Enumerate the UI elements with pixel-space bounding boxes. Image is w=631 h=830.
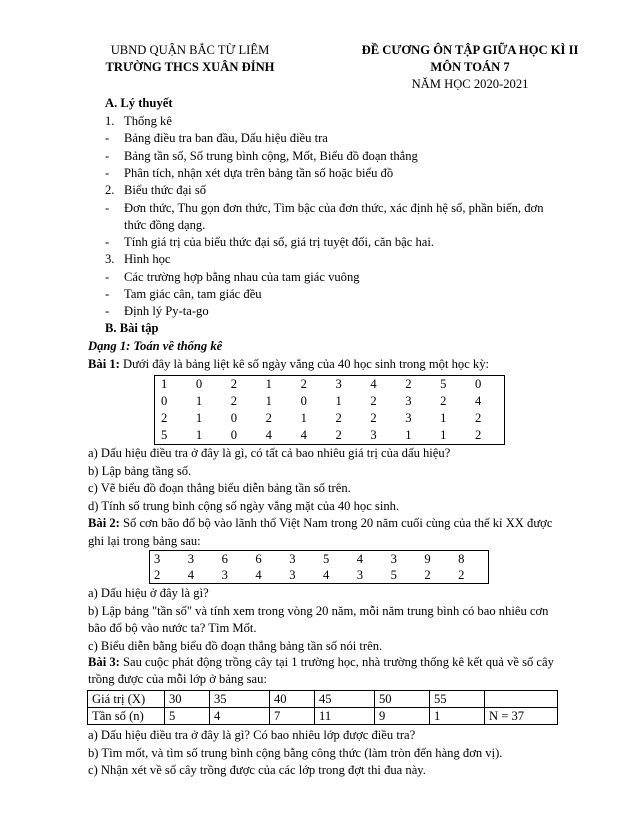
bai1-cell: 1 [195, 428, 203, 443]
table-row [150, 567, 489, 584]
bai2-cell: 3 [356, 567, 364, 582]
bai1-data-table [154, 375, 505, 445]
theory-marker: - [105, 235, 110, 250]
theory-marker: 3. [105, 252, 115, 267]
bai3-cell: 50 [375, 691, 430, 708]
bai1-cell: 0 [475, 377, 482, 392]
bai1-cell: 2 [370, 411, 377, 426]
bai1-cell: 2 [405, 377, 412, 392]
bai1-cell: 2 [335, 428, 342, 443]
bai1-cell: 2 [475, 411, 482, 426]
bai1-cell: 2 [265, 411, 272, 426]
bai1-cell: 1 [195, 394, 203, 409]
section-title: Dạng 1: Toán về thống kê [88, 339, 223, 353]
bai2-cell: 3 [154, 551, 161, 566]
bai1-cell: 1 [405, 428, 412, 443]
bai3-cell: 30 [165, 691, 210, 708]
bai1-cell: 3 [335, 377, 342, 392]
bai3-question: a) Dấu hiệu điều tra ở đây là gì? Có bao nhiêu lớp được điều tra? [88, 728, 416, 742]
bai2-cell: 3 [390, 551, 397, 566]
theory-marker: - [105, 287, 110, 301]
theory-item: thức đồng dạng. [124, 217, 206, 232]
bai1-cell: 0 [161, 394, 168, 409]
bai1-cell: 1 [161, 377, 168, 392]
bai1-cell: 0 [195, 377, 203, 392]
bai1-text: Dưới đây là bảng liệt kê số ngày vắng của 40 học sinh trong một học kỳ: [119, 357, 490, 371]
theory-marker: - [105, 304, 110, 319]
bai1-cell: 0 [230, 411, 238, 426]
bai1-label: Bài 1: [88, 357, 120, 371]
bai1-cell: 2 [440, 394, 447, 409]
bai3-cell: 5 [165, 708, 210, 725]
bai3-frequency-table [87, 690, 558, 725]
bai2-text-line2: ghi lại trong bảng sau: [88, 534, 201, 548]
bai1-question: b) Lập bảng tầng số. [88, 463, 192, 478]
bai1-cell: 0 [230, 428, 238, 443]
doc-title: ĐỀ CƯƠNG ÔN TẬP GIỮA HỌC KÌ II [361, 43, 579, 57]
theory-item: Các trường hợp bằng nhau của tam giác vuông [124, 269, 360, 284]
bai1-cell: 0 [300, 394, 307, 409]
bai1-cell: 4 [370, 377, 377, 392]
bai1-cell: 1 [335, 394, 342, 409]
table-row [150, 551, 489, 568]
theory-item: Bảng điều tra ban đầu, Dấu hiệu điều tra [124, 131, 328, 146]
school-district: UBND QUẬN BẮC TỪ LIÊM [110, 43, 270, 57]
bai1-question: a) Dấu hiệu điều tra ở đây là gì, có tất cả bao nhiêu giá trị của dấu hiệu? [88, 446, 451, 460]
bai1-question: c) Vẽ biểu đồ đoạn thẳng biểu diễn bảng tần số trên. [88, 481, 351, 495]
bai2-cell: 2 [424, 567, 431, 582]
bai3-cell: 7 [270, 708, 315, 725]
bai3-row-header: Tần số (n) [88, 708, 165, 725]
table-row [155, 427, 505, 445]
theory-item: Hình học [124, 252, 171, 267]
bai2-cell: 3 [221, 567, 228, 582]
school-name: TRƯỜNG THCS XUÂN ĐỈNH [105, 60, 275, 74]
bai2-cell: 5 [390, 567, 397, 582]
theory-marker: - [105, 165, 110, 180]
bai3-question: b) Tìm mốt, và tìm số trung bình cộng bằng công thức (làm tròn đến hàng đơn vị). [88, 745, 503, 760]
bai3-cell: 11 [315, 708, 375, 725]
bai3-cell: 55 [430, 691, 485, 708]
bai3-label: Bài 3: [88, 655, 120, 669]
bai2-cell: 4 [255, 567, 262, 582]
bai3-cell: 45 [315, 691, 375, 708]
bai3-text-line2: trồng được của mỗi lớp ở bảng sau: [88, 672, 267, 686]
bai1-cell: 4 [300, 428, 307, 443]
bai3-cell: 35 [210, 691, 270, 708]
bai2-cell: 4 [187, 567, 195, 582]
bai1-cell: 5 [440, 377, 447, 392]
bai1-cell: 3 [370, 428, 377, 443]
bai2-cell: 5 [322, 551, 330, 566]
theory-marker: - [105, 200, 110, 215]
bai2-text: Số cơn bão đổ bộ vào lãnh thổ Việt Nam trong 20 năm cuối cùng của thế kỉ XX được [119, 516, 553, 530]
bai1-cell: 4 [265, 428, 272, 443]
bai1-cell: 1 [195, 411, 203, 426]
bai3-cell: N = 37 [485, 708, 558, 725]
bai1-cell: 1 [265, 394, 272, 409]
bai3-row-header: Giá trị (X) [88, 691, 165, 708]
theory-marker: - [105, 269, 110, 284]
theory-item: Thống kê [124, 114, 172, 128]
bai2-cell: 8 [458, 551, 465, 566]
bai1-cell: 5 [161, 428, 168, 443]
exercises-heading: B. Bài tập [105, 321, 159, 335]
bai1-cell: 1 [300, 411, 307, 426]
table-row [155, 376, 505, 394]
bai2-cell: 3 [289, 567, 296, 582]
theory-item: Định lý Py-ta-go [124, 304, 209, 319]
theory-item: Biểu thức đại số [124, 183, 207, 198]
subject-title: MÔN TOÁN 7 [430, 60, 510, 74]
bai3-prompt [88, 656, 554, 669]
bai3-cell: 9 [375, 708, 430, 725]
theory-marker: - [105, 148, 110, 163]
bai2-cell: 4 [356, 551, 364, 566]
theory-marker: 1. [105, 114, 115, 128]
bai1-question: d) Tính số trung bình cộng số ngày vắng mặt của 40 học sinh. [88, 498, 400, 513]
bai2-cell: 2 [154, 567, 161, 582]
bai1-cell: 2 [475, 428, 482, 443]
bai2-cell: 6 [255, 551, 262, 566]
bai3-cell: 1 [430, 708, 485, 725]
bai1-cell: 1 [440, 411, 447, 426]
bai1-cell: 3 [405, 394, 412, 409]
bai2-question: b) Lập bảng "tần số" và tính xem trong vòng 20 năm, mỗi năm trung bình có bao nhiêu cơn [88, 603, 549, 618]
theory-heading: A. Lý thuyết [105, 96, 173, 110]
bai2-label: Bài 2: [88, 516, 120, 530]
bai1-cell: 2 [300, 377, 307, 392]
bai1-cell: 1 [440, 428, 447, 443]
bai2-question: c) Biểu diễn bằng biểu đồ đoạn thẳng bảng tần số nói trên. [88, 638, 383, 653]
bai3-cell [485, 691, 558, 708]
bai2-cell: 3 [289, 551, 296, 566]
bai1-cell: 4 [475, 394, 482, 409]
bai3-cell: 40 [270, 691, 315, 708]
bai2-prompt [88, 517, 552, 530]
bai2-cell: 4 [322, 567, 330, 582]
table-row [88, 708, 558, 725]
school-year: NĂM HỌC 2020-2021 [411, 77, 529, 91]
bai2-question: bão đổ bộ vào nước ta? Tìm Mốt. [88, 621, 257, 635]
bai2-cell: 6 [221, 551, 228, 566]
bai1-cell: 2 [161, 411, 168, 426]
theory-item: Bảng tần số, Số trung bình cộng, Mốt, Biểu đồ đoạn thẳng [124, 148, 418, 163]
theory-marker: 2. [105, 183, 115, 198]
bai1-cell: 2 [335, 411, 342, 426]
bai1-cell: 1 [265, 377, 272, 392]
table-row [88, 691, 558, 708]
bai3-cell: 4 [210, 708, 270, 725]
bai2-data-table [149, 550, 489, 584]
bai3-question: c) Nhận xét về số cây trồng được của các lớp trong đợt thi đua này. [88, 763, 426, 777]
theory-item: Tính giá trị của biểu thức đại số, giá trị tuyệt đối, căn bậc hai. [124, 235, 435, 250]
theory-item: Tam giác cân, tam giác đều [124, 287, 262, 301]
theory-marker: - [105, 131, 110, 146]
table-row [155, 393, 505, 410]
theory-item: Đơn thức, Thu gọn đơn thức, Tìm bậc của đơn thức, xác định hệ số, phần biến, đơn [124, 200, 544, 215]
bai2-cell: 9 [424, 551, 431, 566]
bai2-question: a) Dấu hiệu ở đây là gì? [88, 586, 209, 600]
table-row [155, 410, 505, 427]
bai1-prompt [88, 358, 489, 371]
bai1-cell: 3 [405, 411, 412, 426]
bai3-text: Sau cuộc phát động trồng cây tại 1 trường học, nhà trường thống kê kết quả về số cây [119, 655, 554, 669]
bai2-cell: 2 [458, 567, 465, 582]
bai1-cell: 2 [230, 394, 238, 409]
bai2-cell: 3 [187, 551, 195, 566]
bai1-cell: 2 [230, 377, 238, 392]
bai1-cell: 2 [370, 394, 377, 409]
theory-item: Phân tích, nhận xét dựa trên bảng tần số hoặc biểu đồ [124, 165, 394, 180]
